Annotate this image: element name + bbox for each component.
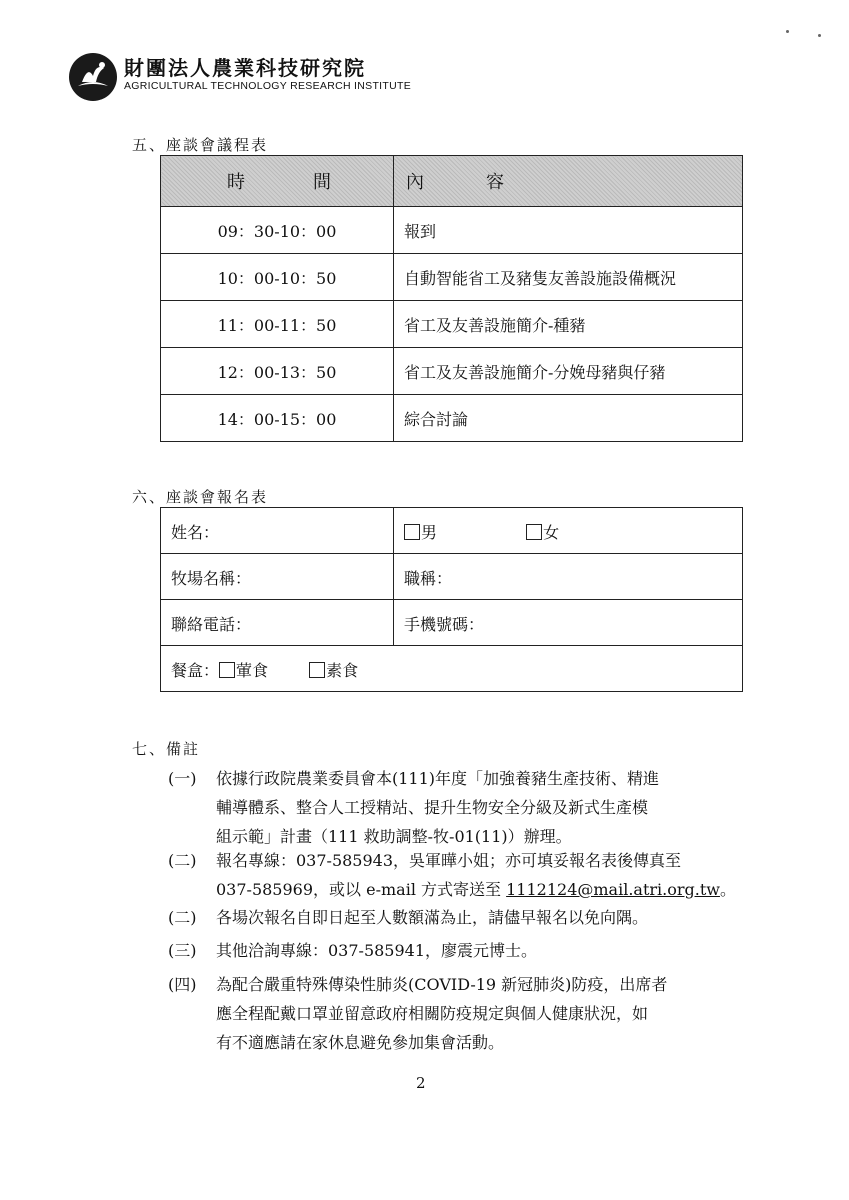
farm-name-label: 牧場名稱： bbox=[171, 569, 252, 588]
section-registration-title: 六、座談會報名表 bbox=[132, 488, 269, 506]
agenda-row bbox=[161, 254, 743, 301]
note-item-1 bbox=[168, 764, 748, 851]
job-title-field[interactable] bbox=[394, 554, 743, 600]
female-label: 女 bbox=[543, 523, 560, 542]
phone-label: 聯絡電話： bbox=[171, 615, 252, 634]
male-label: 男 bbox=[421, 523, 438, 542]
note-text: 。 bbox=[719, 880, 736, 899]
org-name-zh: 財團法人農業科技研究院 bbox=[124, 56, 366, 80]
note-text: 037-585969，或以 e-mail 方式寄送至 bbox=[216, 880, 507, 899]
agenda-content: 省工及友善設施簡介-分娩母豬與仔豬 bbox=[394, 348, 743, 395]
org-name-en: AGRICULTURAL TECHNOLOGY RESEARCH INSTITUTE bbox=[124, 80, 412, 92]
note-text: 依據行政院農業委員會本(111)年度「加強養豬生產技術、精進 bbox=[216, 769, 660, 788]
note-item-3 bbox=[168, 903, 748, 932]
agenda-time: 12：00-13：50 bbox=[161, 348, 394, 395]
note-number: (二) bbox=[168, 908, 197, 927]
agenda-content: 報到 bbox=[394, 207, 743, 254]
agenda-header-row bbox=[161, 156, 743, 207]
note-item-4 bbox=[168, 936, 748, 965]
meat-label: 葷食 bbox=[236, 661, 269, 680]
phone-field[interactable] bbox=[161, 600, 394, 646]
male-checkbox[interactable] bbox=[404, 524, 420, 540]
note-item-5 bbox=[168, 970, 748, 1057]
agenda-time: 10：00-10：50 bbox=[161, 254, 394, 301]
note-number: (四) bbox=[168, 975, 197, 994]
registration-form-table bbox=[160, 507, 743, 692]
agenda-row bbox=[161, 301, 743, 348]
meat-checkbox[interactable] bbox=[219, 662, 235, 678]
female-checkbox[interactable] bbox=[526, 524, 542, 540]
mobile-field[interactable] bbox=[394, 600, 743, 646]
section-notes-title: 七、備註 bbox=[132, 740, 201, 758]
veg-checkbox[interactable] bbox=[309, 662, 325, 678]
agenda-row bbox=[161, 395, 743, 442]
agenda-header-time bbox=[161, 156, 394, 207]
email-link[interactable]: 1112124@mail.atri.org.tw bbox=[506, 880, 720, 899]
agenda-time: 09：30-10：00 bbox=[161, 207, 394, 254]
note-number: (三) bbox=[168, 941, 197, 960]
header-char: 內 bbox=[406, 172, 424, 193]
mobile-label: 手機號碼： bbox=[404, 615, 485, 634]
reg-row bbox=[161, 600, 743, 646]
meal-label: 餐盒： bbox=[171, 661, 220, 680]
note-number: (二) bbox=[168, 851, 197, 870]
note-text: 組示範」計畫（111 救助調整-牧-01(11)）辦理。 bbox=[216, 827, 572, 846]
agenda-row bbox=[161, 207, 743, 254]
note-text: 輔導體系、整合人工授精站、提升生物安全分級及新式生產模 bbox=[216, 798, 649, 817]
note-text: 應全程配戴口罩並留意政府相關防疫規定與個人健康狀況，如 bbox=[216, 1004, 649, 1023]
reg-row bbox=[161, 646, 743, 692]
job-title-label: 職稱： bbox=[404, 569, 453, 588]
agenda-header-content bbox=[394, 156, 743, 207]
agenda-time: 11：00-11：50 bbox=[161, 301, 394, 348]
agenda-content: 綜合討論 bbox=[394, 395, 743, 442]
section-agenda-title: 五、座談會議程表 bbox=[132, 136, 269, 154]
scan-speck bbox=[818, 34, 821, 37]
note-text: 報名專線：037-585943，吳軍曄小姐；亦可填妥報名表後傳真至 bbox=[216, 851, 682, 870]
header-char: 時 bbox=[227, 172, 245, 193]
agenda-content: 省工及友善設施簡介-種豬 bbox=[394, 301, 743, 348]
atri-logo-icon bbox=[68, 52, 118, 102]
gender-field bbox=[394, 508, 743, 554]
note-item-2 bbox=[168, 846, 748, 904]
note-text-line2 bbox=[168, 875, 748, 904]
agenda-time: 14：00-15：00 bbox=[161, 395, 394, 442]
farm-name-field[interactable] bbox=[161, 554, 394, 600]
reg-row bbox=[161, 554, 743, 600]
agenda-table bbox=[160, 155, 743, 442]
note-number: (一) bbox=[168, 769, 197, 788]
page-number: 2 bbox=[416, 1074, 426, 1092]
note-text: 為配合嚴重特殊傳染性肺炎(COVID-19 新冠肺炎)防疫，出席者 bbox=[216, 975, 668, 994]
scan-speck bbox=[786, 30, 789, 33]
note-text: 其他洽詢專線：037-585941，廖震元博士。 bbox=[216, 941, 538, 960]
agenda-row bbox=[161, 348, 743, 395]
agenda-content: 自動智能省工及豬隻友善設施設備概況 bbox=[394, 254, 743, 301]
veg-label: 素食 bbox=[326, 661, 359, 680]
meal-field bbox=[161, 646, 743, 692]
name-field[interactable] bbox=[161, 508, 394, 554]
header-char: 容 bbox=[486, 172, 504, 193]
note-text: 各場次報名自即日起至人數額滿為止，請儘早報名以免向隅。 bbox=[216, 908, 649, 927]
header-char: 間 bbox=[313, 172, 331, 193]
reg-row bbox=[161, 508, 743, 554]
name-label: 姓名： bbox=[171, 523, 220, 542]
note-text: 有不適應請在家休息避免參加集會活動。 bbox=[216, 1033, 505, 1052]
